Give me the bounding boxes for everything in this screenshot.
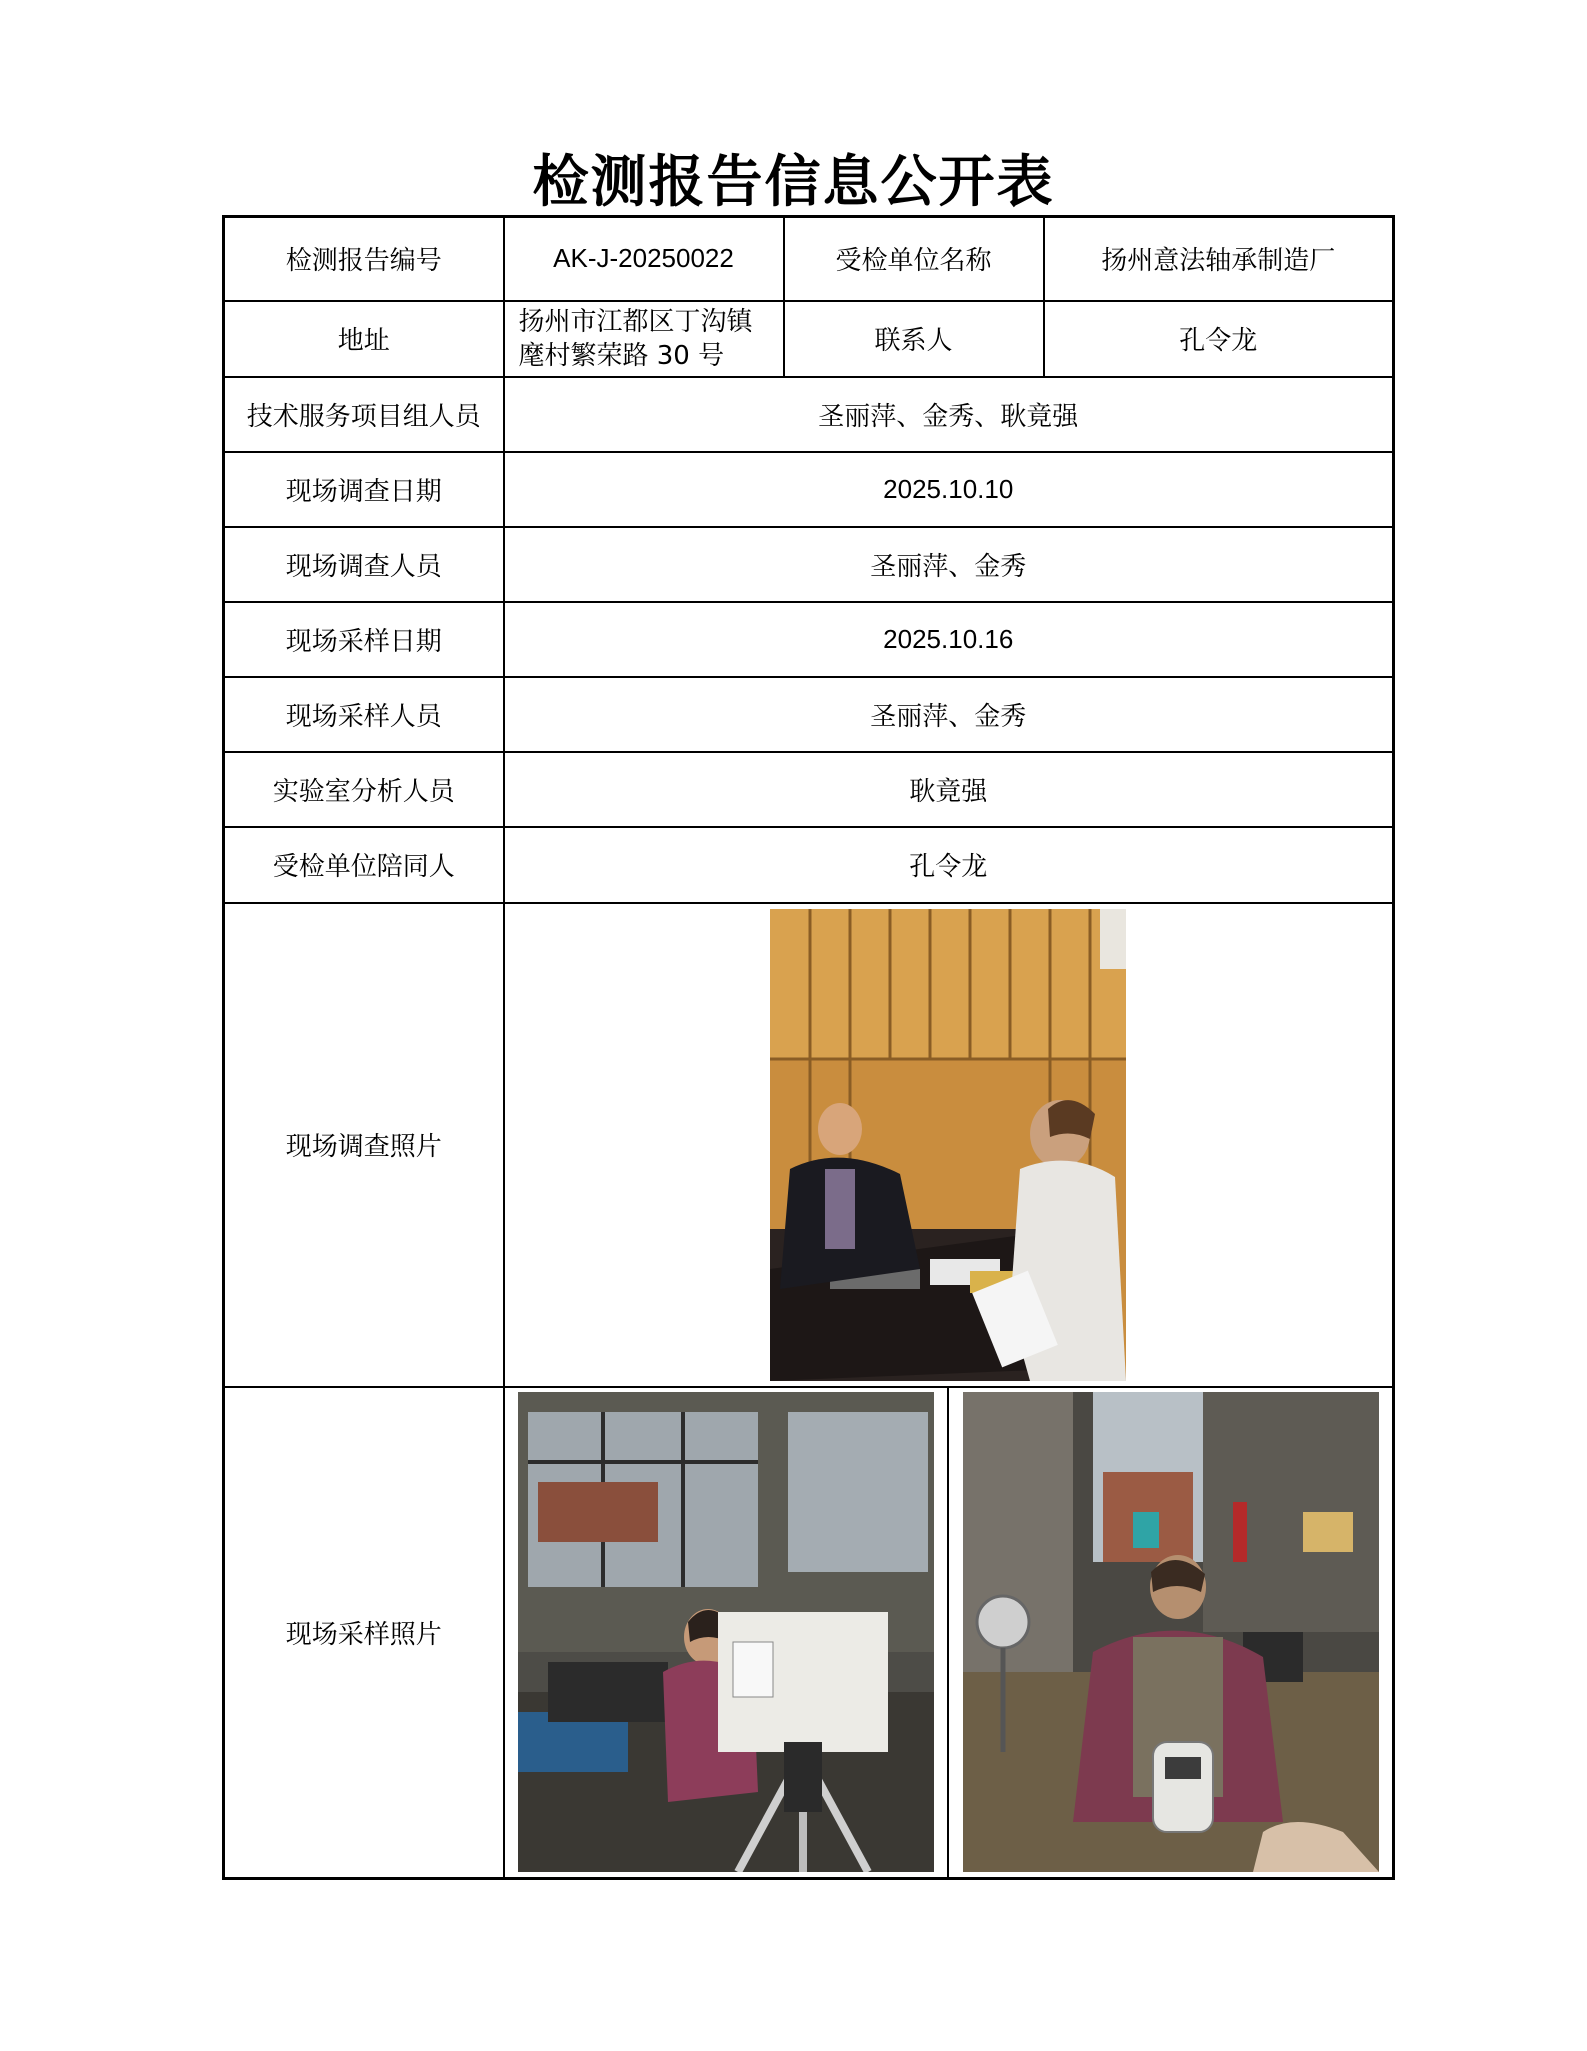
escort-value: 孔令龙 bbox=[504, 827, 1394, 903]
sample-date-label: 现场采样日期 bbox=[224, 602, 504, 677]
lab-staff-label: 实验室分析人员 bbox=[224, 752, 504, 827]
sample-photo-right bbox=[963, 1392, 1379, 1872]
table-row bbox=[224, 903, 1394, 1387]
table-row bbox=[224, 1387, 1394, 1879]
survey-date-label: 现场调查日期 bbox=[224, 452, 504, 527]
table-row bbox=[224, 602, 1394, 677]
unit-label: 受检单位名称 bbox=[784, 217, 1044, 301]
sample-photo-left bbox=[518, 1392, 934, 1872]
survey-photo-cell bbox=[504, 903, 1394, 1387]
survey-staff-label: 现场调查人员 bbox=[224, 527, 504, 602]
lab-staff-value: 耿竟强 bbox=[504, 752, 1394, 827]
survey-photo-image bbox=[770, 909, 1126, 1381]
survey-photo-label: 现场调查照片 bbox=[224, 903, 504, 1387]
sample-date-value: 2025.10.16 bbox=[504, 602, 1394, 677]
table-row bbox=[224, 827, 1394, 903]
address-line-2: 麾村繁荣路 30 号 bbox=[518, 340, 725, 371]
table-row bbox=[224, 217, 1394, 301]
escort-label: 受检单位陪同人 bbox=[224, 827, 504, 903]
sample-photo-cell bbox=[504, 1387, 1394, 1879]
sample-staff-label: 现场采样人员 bbox=[224, 677, 504, 752]
address-line-1: 扬州市江都区丁沟镇 bbox=[518, 306, 753, 337]
table-row bbox=[224, 677, 1394, 752]
team-label: 技术服务项目组人员 bbox=[224, 377, 504, 452]
table-row bbox=[224, 752, 1394, 827]
table-row bbox=[224, 452, 1394, 527]
table-row bbox=[224, 301, 1394, 377]
address-label: 地址 bbox=[224, 301, 504, 377]
report-table bbox=[222, 215, 1395, 1880]
report-no-value: AK-J-20250022 bbox=[504, 217, 784, 301]
survey-staff-value: 圣丽萍、金秀 bbox=[504, 527, 1394, 602]
report-no-label: 检测报告编号 bbox=[224, 217, 504, 301]
sample-photo-label: 现场采样照片 bbox=[224, 1387, 504, 1879]
page-title: 检测报告信息公开表 bbox=[532, 149, 1055, 215]
sample-photo-right-pane bbox=[949, 1388, 1392, 1877]
sample-staff-value: 圣丽萍、金秀 bbox=[504, 677, 1394, 752]
address-value bbox=[504, 301, 784, 377]
survey-photo bbox=[770, 909, 1126, 1381]
contact-label: 联系人 bbox=[784, 301, 1044, 377]
sample-photo-split bbox=[505, 1388, 1393, 1877]
team-value: 圣丽萍、金秀、耿竟强 bbox=[504, 377, 1394, 452]
table-row bbox=[224, 527, 1394, 602]
sample-photo-left-pane bbox=[505, 1388, 950, 1877]
unit-value: 扬州意法轴承制造厂 bbox=[1044, 217, 1394, 301]
survey-date-value: 2025.10.10 bbox=[504, 452, 1394, 527]
table-row bbox=[224, 377, 1394, 452]
contact-value: 孔令龙 bbox=[1044, 301, 1394, 377]
